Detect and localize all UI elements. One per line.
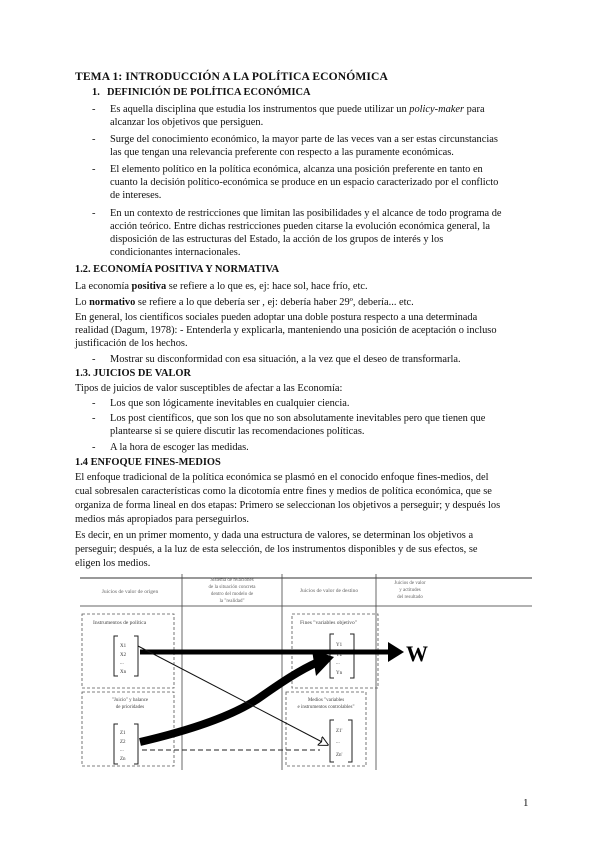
s4-para-1-line-1: El enfoque tradicional de la política económica se plasmó en el conocido enfoque fines-medios, del	[75, 472, 489, 483]
means-label-line-2: e instrumentos controlables"	[297, 705, 355, 710]
judgement-box	[82, 692, 174, 766]
section-2-heading: 1.2. ECONOMÍA POSITIVA Y NORMATIVA	[75, 264, 280, 275]
s1-bullet-4-line-3: disposición de las estructuras del Estado, la acción de los grupos de interés y los	[110, 234, 444, 245]
s1-bullet-4-line-1: En un contexto de restricciones que limitan las posibilidades y el alcance de todo programa de	[110, 208, 502, 219]
s1-bullet-3-line-1: El elemento político en la política económica, alcanza una posición preferente en tanto en	[110, 164, 483, 175]
col4-header-line-3: del resultado	[397, 595, 423, 600]
ends-label: Fines "variables objetivo"	[300, 620, 358, 626]
bullet-dash: -	[92, 164, 96, 175]
vec-c-2: Z2	[120, 740, 126, 745]
vec-a-3: ...	[120, 661, 124, 666]
vec-b-1: Y1	[336, 643, 343, 648]
vector-bracket	[114, 636, 118, 676]
page-title: TEMA 1: INTRODUCCIÓN A LA POLÍTICA ECONÓMICA	[75, 70, 388, 83]
vec-b-4: Yn	[336, 671, 343, 676]
s3-intro: Tipos de juicios de valor susceptibles de afectar a las Economía:	[75, 383, 343, 394]
s1-bullet-2-line-2: las que tengan una relevancia preferente con respecto a las puramente económicas.	[110, 147, 454, 158]
vec-a-4: Xn	[120, 670, 127, 675]
s2-para-2: Lo normativo se refiere a lo que debería ser , ej: debería haber 29º, debería... etc.	[75, 297, 414, 308]
s3-bullet-2-line-2: plantearse si se quiere discutir las recomendaciones políticas.	[110, 426, 365, 437]
vec-b-2: Y2	[336, 653, 343, 658]
s4-para-1-line-2: cual sobresalen características como la dicotomía entre fines y medios de política económica, que se	[75, 486, 492, 497]
col2-header-line-4: la "realidad"	[219, 599, 245, 604]
vec-d-3: Zn'	[336, 753, 343, 758]
page-number: 1	[523, 797, 529, 809]
s1-bullet-1-line-2: alcanzar los objetivos que persiguen.	[110, 117, 264, 128]
curved-arrow	[140, 662, 318, 742]
col1-header: Juicios de valor de origen	[101, 589, 159, 595]
s1-bullet-2-line-1: Surge del conocimiento económico, la mayor parte de las veces van a ser estas circunstancias	[110, 134, 498, 145]
s1-bullet-3-line-3: de intereses.	[110, 190, 162, 201]
col2-header-line-1: Sistema de relaciones	[210, 578, 254, 583]
vec-c-3: ...	[120, 748, 124, 753]
means-label-line-1: Medios "variables	[307, 698, 345, 703]
vec-d-1: Z1'	[336, 729, 343, 734]
arrow-head	[388, 642, 404, 662]
vec-c-4: Zn	[120, 757, 126, 762]
bullet-dash: -	[92, 104, 96, 115]
bullet-dash: -	[92, 442, 96, 453]
section-4-heading: 1.4 ENFOQUE FINES-MEDIOS	[75, 457, 221, 468]
vector-bracket	[330, 720, 334, 762]
bullet-dash: -	[92, 413, 96, 424]
bullet-dash: -	[92, 354, 96, 365]
vec-a-2: X2	[120, 653, 127, 658]
bullet-dash: -	[92, 134, 96, 145]
bullet-dash: -	[92, 398, 96, 409]
s1-bullet-4-line-4: condicionantes internacionales.	[110, 247, 241, 258]
vector-bracket	[134, 724, 138, 764]
s2-para-3-line-1: En general, los científicos sociales pueden adoptar una doble postura respecto a una determinada	[75, 312, 478, 323]
judgement-label-line-1: "Juicio" y balance	[111, 698, 149, 703]
col2-header-line-2: de la situación concreta	[208, 585, 256, 590]
bullet-dash: -	[92, 208, 96, 219]
vector-bracket	[348, 720, 352, 762]
s2-para-3-line-2: realidad (Dagum, 1978): - Entenderla y explicarla, manteniendo una posición de aceptación o incluso	[75, 325, 497, 336]
s1-bullet-1-line-1: Es aquella disciplina que estudia los instrumentos que puede utilizar un policy-maker para	[110, 104, 485, 115]
vec-c-1: Z1	[120, 731, 126, 736]
s2-para-3-line-3: justificación de los hechos.	[75, 338, 188, 349]
vector-bracket	[134, 636, 138, 676]
judgement-label-line-2: de prioridades	[115, 705, 145, 710]
instruments-label: Instrumentos de política	[93, 620, 147, 626]
s1-bullet-4-line-2: acción teórico. Entre dichas restricciones pueden citarse la evolución económica general, la	[110, 221, 490, 232]
s4-para-2-line-1: Es decir, en un primer momento, y dada una estructura de valores, se determinan los objetivos a	[75, 530, 474, 541]
col2-header-line-3: dentro del modelo de	[210, 592, 254, 597]
s3-bullet-1: Los que son lógicamente inevitables en cualquier ciencia.	[110, 398, 350, 409]
col3-header: Juicios de valor de destino	[299, 588, 359, 594]
s2-bullet-1: Mostrar su disconformidad con esa situación, a la vez que el deseo de transformarla.	[110, 354, 461, 365]
col4-header-line-2: y actitudes	[399, 588, 421, 593]
section-1-heading: DEFINICIÓN DE POLÍTICA ECONÓMICA	[107, 87, 311, 98]
s4-para-1-line-3: organiza de forma lineal en dos etapas: Primero se seleccionan los objetivos a perseguir; y después los	[75, 500, 501, 511]
welfare-label: W	[406, 641, 428, 666]
vec-a-1: X1	[120, 644, 127, 649]
s4-para-2-line-3: eligen los medios.	[75, 558, 151, 569]
section-3-heading: 1.3. JUICIOS DE VALOR	[75, 368, 191, 379]
s1-bullet-3-line-2: cuanto la decisión político-económica se produce en un espacio caracterizado por el conflicto	[110, 177, 499, 188]
vector-bracket	[114, 724, 118, 764]
vec-d-2: ...	[336, 740, 340, 745]
s3-bullet-2-line-1: Los post científicos, que son los que no son absolutamente inevitables pero que tienen que	[110, 413, 486, 424]
vector-bracket	[350, 634, 354, 678]
s4-para-2-line-2: perseguir; después, a la luz de esta selección, de los instrumentos disponibles y de sus efectos, se	[75, 544, 478, 555]
vec-b-3: ...	[336, 661, 340, 666]
s4-para-1-line-4: medios más apropiados para perseguirlos.	[75, 514, 249, 525]
s2-para-1: La economía positiva se refiere a lo que es, ej: hace sol, hace frío, etc.	[75, 281, 368, 292]
col4-header-line-1: Juicios de valor	[394, 581, 426, 586]
section-1-number: 1.	[92, 87, 100, 98]
s3-bullet-3: A la hora de escoger las medidas.	[110, 442, 249, 453]
diagonal-arrow	[138, 646, 326, 744]
